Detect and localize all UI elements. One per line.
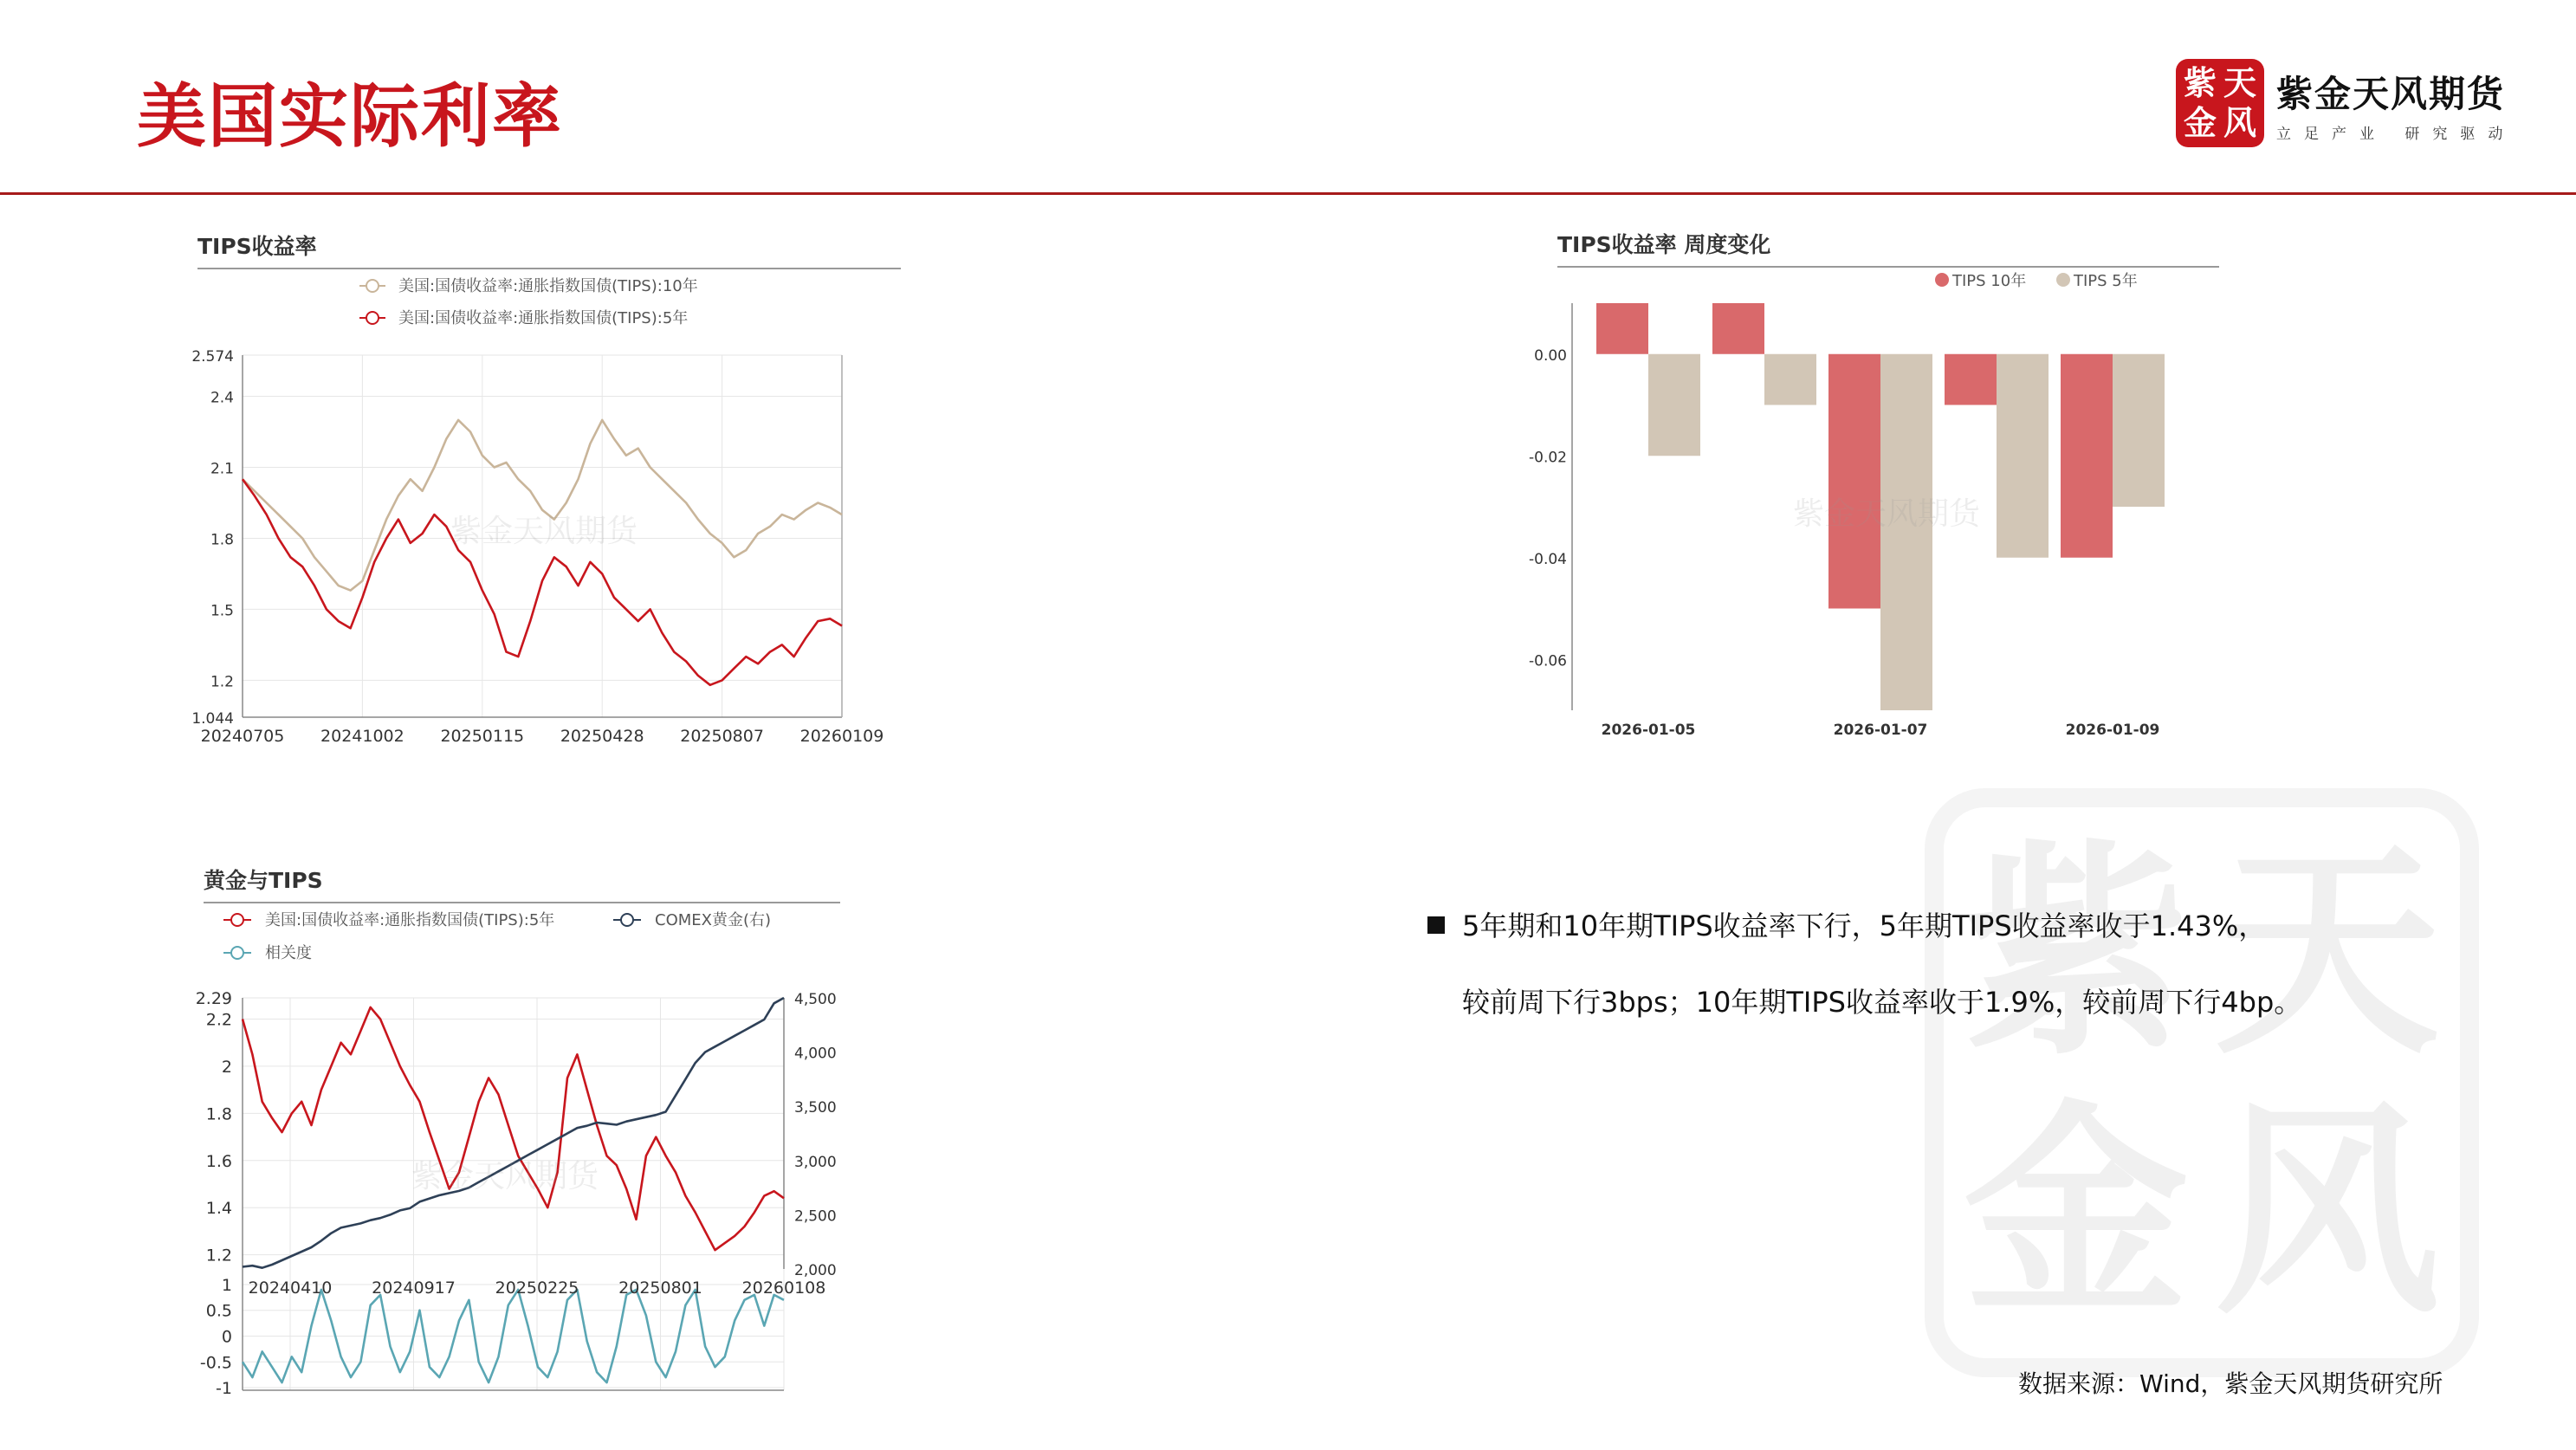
logo-seal-char: 风 bbox=[2223, 103, 2256, 142]
x-tick-label: 20250225 bbox=[495, 1278, 579, 1298]
y2-tick-label: 3,500 bbox=[794, 1099, 837, 1117]
legend-item bbox=[359, 276, 698, 295]
bar bbox=[1828, 354, 1880, 609]
bar bbox=[1880, 354, 1932, 710]
chart-gold-tips bbox=[196, 868, 840, 1398]
corr-tick-label: -0.5 bbox=[199, 1353, 232, 1373]
y2-tick-label: 4,000 bbox=[794, 1045, 837, 1063]
commentary-line bbox=[1427, 888, 2450, 964]
legend-label: COMEX黄金(右) bbox=[655, 911, 772, 929]
y2-tick-label: 2,000 bbox=[794, 1262, 837, 1279]
logo-seal-char: 天 bbox=[2223, 63, 2256, 102]
y-tick-label: -0.02 bbox=[1529, 449, 1567, 467]
y2-tick-label: 2,500 bbox=[794, 1207, 837, 1226]
y-tick-label: 1.5 bbox=[210, 602, 234, 620]
legend-marker-icon bbox=[1935, 273, 1949, 287]
commentary-line1: 5年期和10年期TIPS收益率下行，5年期TIPS收益率收于1.43%， bbox=[1462, 909, 2267, 942]
y-tick-label: 1.4 bbox=[205, 1199, 232, 1219]
bar bbox=[1596, 303, 1648, 354]
chart-watermark: 紫金天风期货 bbox=[450, 514, 638, 549]
x-tick-label: 20240410 bbox=[248, 1278, 333, 1298]
y-tick-label: -0.06 bbox=[1529, 652, 1567, 670]
x-tick-label: 20250807 bbox=[680, 727, 764, 746]
corr-tick-label: -1 bbox=[216, 1379, 232, 1399]
logo-seal-char: 金 bbox=[2183, 103, 2217, 142]
series-line-0 bbox=[243, 1007, 784, 1250]
x-tick-label: 20250801 bbox=[618, 1278, 702, 1298]
x-tick-label: 2026-01-09 bbox=[2065, 722, 2160, 739]
legend-item bbox=[223, 910, 554, 929]
legend-marker-icon bbox=[231, 947, 243, 959]
legend-item bbox=[1935, 271, 2026, 290]
y-tick-label: 2 bbox=[221, 1057, 232, 1077]
legend-item bbox=[613, 911, 771, 929]
legend-label: 美国:国债收益率:通胀指数国债(TIPS):5年 bbox=[265, 911, 555, 929]
legend-marker-icon bbox=[621, 914, 633, 926]
x-tick-label: 20240705 bbox=[200, 727, 285, 746]
page-title: 美国实际利率 bbox=[137, 75, 563, 157]
x-tick-label: 2026-01-05 bbox=[1601, 722, 1696, 739]
chart-title: TIPS收益率 周度变化 bbox=[1557, 232, 1771, 257]
y-tick-label: 1.2 bbox=[210, 673, 234, 691]
commentary-line bbox=[1427, 964, 2450, 1040]
x-tick-label: 20260108 bbox=[741, 1278, 826, 1298]
y-tick-label: 2.1 bbox=[210, 460, 234, 478]
corr-tick-label: 0.5 bbox=[205, 1301, 232, 1321]
x-tick-label: 20260109 bbox=[799, 727, 884, 746]
legend-marker-icon bbox=[2056, 273, 2070, 287]
y-tick-label: 1.2 bbox=[205, 1246, 232, 1266]
bar bbox=[2061, 354, 2113, 558]
logo-tagline: 立足产业 研究驱动 bbox=[2276, 126, 2516, 143]
y-tick-label: 2.4 bbox=[210, 389, 234, 407]
legend-label: 相关度 bbox=[265, 944, 312, 962]
bar bbox=[1712, 303, 1764, 354]
y2-tick-label: 3,000 bbox=[794, 1153, 837, 1171]
commentary-text bbox=[1427, 888, 2450, 1040]
bullet-square-icon bbox=[1427, 916, 1445, 934]
y2-tick-label: 4,500 bbox=[794, 991, 837, 1008]
chart-tips-weekly-change bbox=[1529, 232, 2219, 739]
legend-item bbox=[359, 308, 688, 327]
corr-tick-label: 1 bbox=[221, 1275, 232, 1295]
source-note: 数据来源：Wind，紫金天风期货研究所 bbox=[2018, 1369, 2443, 1398]
legend-item bbox=[223, 944, 312, 962]
bar bbox=[1945, 354, 1997, 405]
y-tick-label: 0.00 bbox=[1534, 346, 1567, 365]
chart-watermark: 紫金天风期货 bbox=[411, 1159, 599, 1194]
legend-marker-icon bbox=[231, 914, 243, 926]
y-tick-label: 1.044 bbox=[191, 710, 234, 728]
watermark-seal-icon: 紫 天 金 风 bbox=[1925, 788, 2479, 1377]
chart-watermark: 紫金天风期货 bbox=[1793, 496, 1981, 532]
legend-label: TIPS 5年 bbox=[2074, 272, 2138, 290]
legend-label: 美国:国债收益率:通胀指数国债(TIPS):10年 bbox=[398, 277, 698, 295]
x-tick-label: 2026-01-07 bbox=[1833, 722, 1928, 739]
legend-label: TIPS 10年 bbox=[1952, 272, 2027, 290]
series-line-0 bbox=[243, 420, 842, 591]
bar bbox=[2113, 354, 2165, 507]
chart-tips-yield bbox=[191, 234, 901, 746]
chart-title: TIPS收益率 bbox=[197, 234, 317, 259]
y-tick-label: 1.6 bbox=[205, 1151, 232, 1171]
x-tick-label: 20250115 bbox=[440, 727, 525, 746]
chart-title: 黄金与TIPS bbox=[204, 868, 323, 893]
x-tick-label: 20241002 bbox=[320, 727, 405, 746]
y-tick-label: 2.574 bbox=[191, 348, 234, 366]
corr-tick-label: 0 bbox=[221, 1327, 232, 1347]
y-tick-label: 2.2 bbox=[205, 1010, 232, 1030]
y-tick-label: -0.04 bbox=[1529, 550, 1567, 568]
legend-label: 美国:国债收益率:通胀指数国债(TIPS):5年 bbox=[398, 309, 689, 327]
bar bbox=[1764, 354, 1816, 405]
y-tick-label: 1.8 bbox=[210, 531, 234, 549]
commentary-line2: 较前周下行3bps；10年期TIPS收益率收于1.9%，较前周下行4bp。 bbox=[1462, 986, 2302, 1019]
y-tick-label: 1.8 bbox=[205, 1104, 232, 1124]
bar bbox=[1997, 354, 2049, 558]
legend-marker-icon bbox=[366, 312, 379, 324]
legend-marker-icon bbox=[366, 280, 379, 292]
logo-seal-char: 紫 bbox=[2183, 63, 2217, 102]
x-tick-label: 20250428 bbox=[560, 727, 644, 746]
legend-item bbox=[2056, 271, 2138, 290]
y-tick-label: 2.29 bbox=[195, 989, 232, 1008]
x-tick-label: 20240917 bbox=[372, 1278, 456, 1298]
bar bbox=[1648, 354, 1700, 456]
logo-name: 紫金天风期货 bbox=[2276, 73, 2506, 115]
